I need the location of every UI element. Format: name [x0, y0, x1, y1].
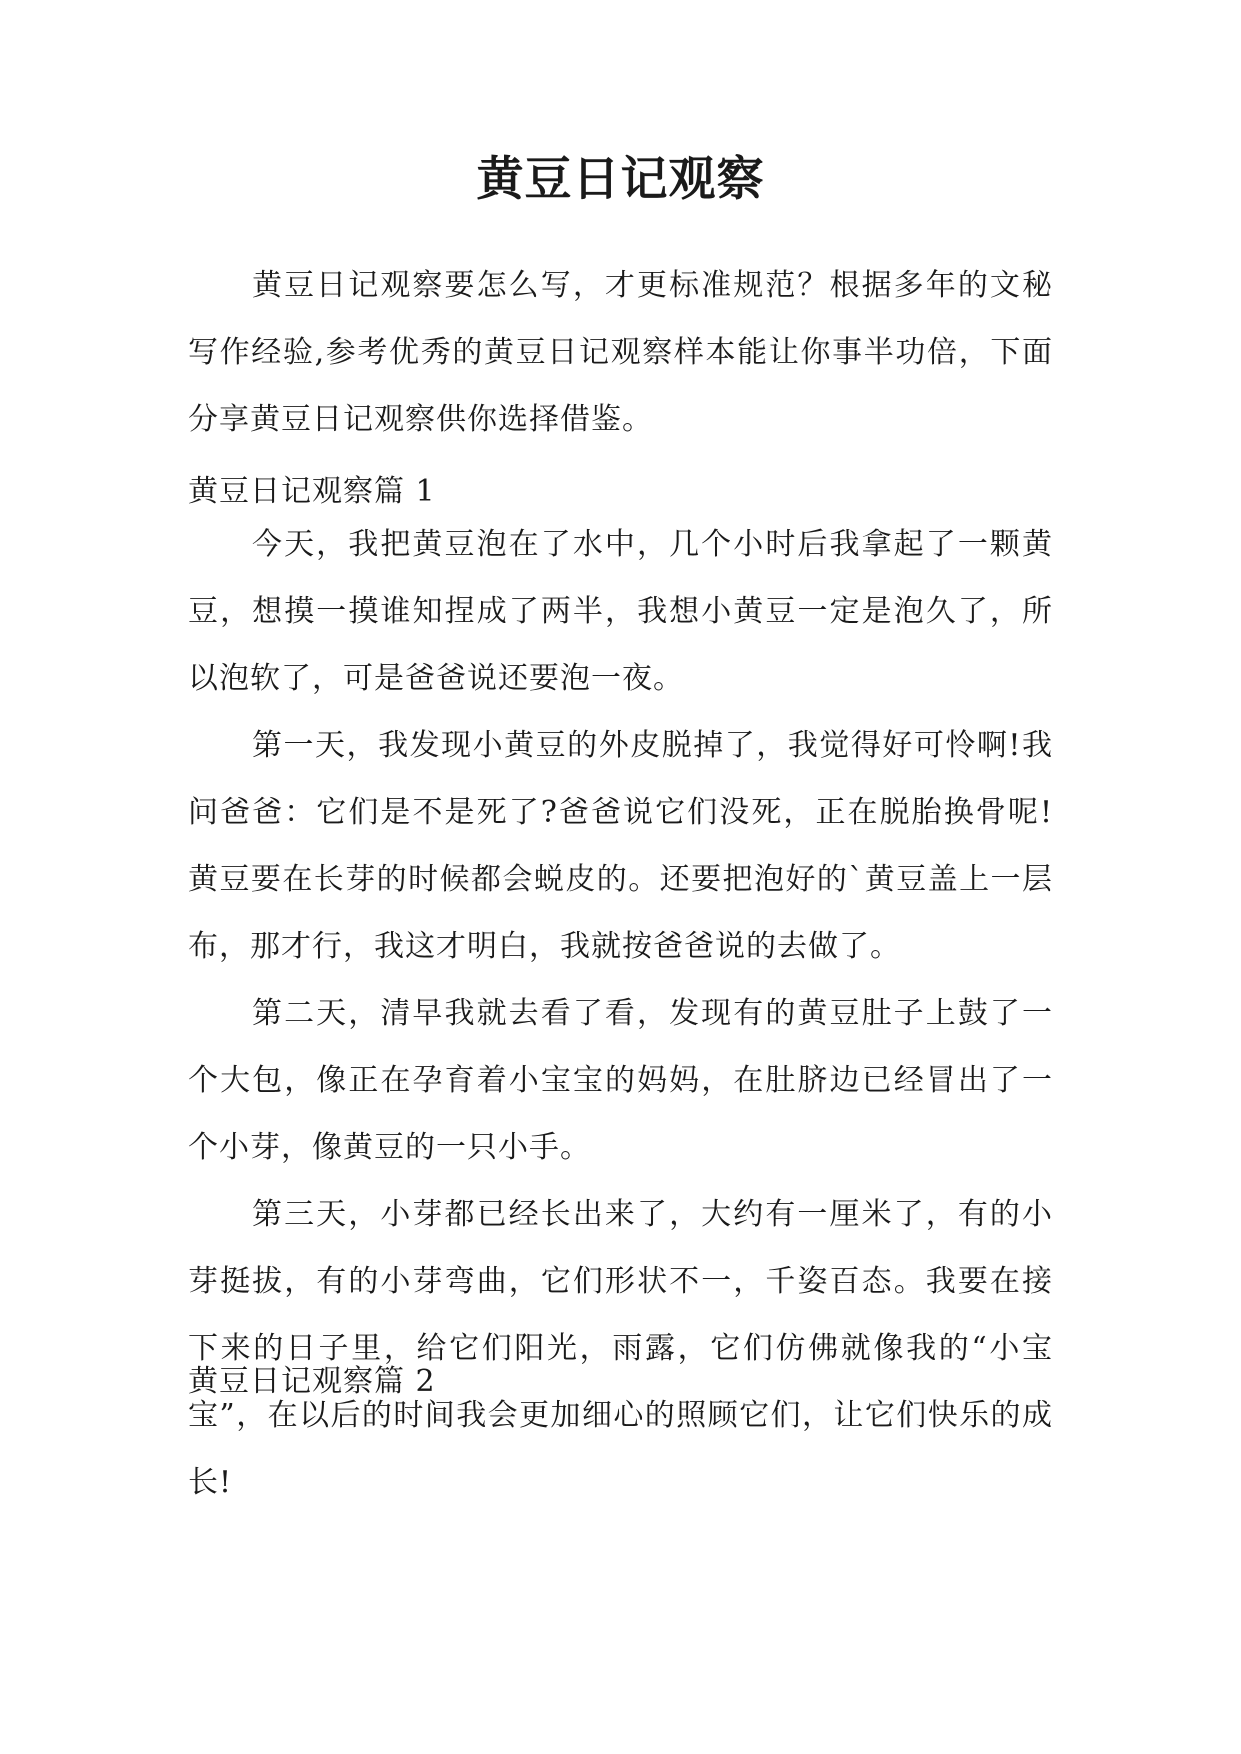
- section-heading-2: 黄豆日记观察篇 2: [188, 1364, 436, 1399]
- body-paragraph: 今天，我把黄豆泡在了水中，几个小时后我拿起了一颗黄豆，想摸一摸谁知捏成了两半，我想小黄豆一定是泡久了，所以泡软了，可是爸爸说还要泡一夜。: [188, 527, 1053, 696]
- body-paragraph: 第三天，小芽都已经长出来了，大约有一厘米了，有的小芽挺拔，有的小芽弯曲，它们形状不一，千姿百态。我要在接下来的日子里，给它们阳光，雨露，它们仿佛就像我的“小宝宝”，在以后的时间我会更加细心的照顾它们，让它们快乐的成长!: [188, 1197, 1053, 1500]
- section-heading-1: 黄豆日记观察篇 1: [188, 474, 436, 509]
- intro-block: [188, 252, 1053, 453]
- body-paragraph: 第一天，我发现小黄豆的外皮脱掉了，我觉得好可怜啊!我问爸爸：它们是不是死了?爸爸说它们没死，正在脱胎换骨呢!黄豆要在长芽的时候都会蜕皮的。还要把泡好的`黄豆盖上一层布，那才行，我这才明白，我就按爸爸说的去做了。: [188, 728, 1053, 964]
- body-paragraph: 第二天，清早我就去看了看，发现有的黄豆肚子上鼓了一个大包，像正在孕育着小宝宝的妈妈，在肚脐边已经冒出了一个小芽，像黄豆的一只小手。: [188, 996, 1053, 1165]
- document-title: 黄豆日记观察: [476, 152, 765, 207]
- intro-paragraph: 黄豆日记观察要怎么写，才更标准规范？根据多年的文秘写作经验,参考优秀的黄豆日记观察样本能让你事半功倍，下面分享黄豆日记观察供你选择借鉴。: [188, 268, 1053, 437]
